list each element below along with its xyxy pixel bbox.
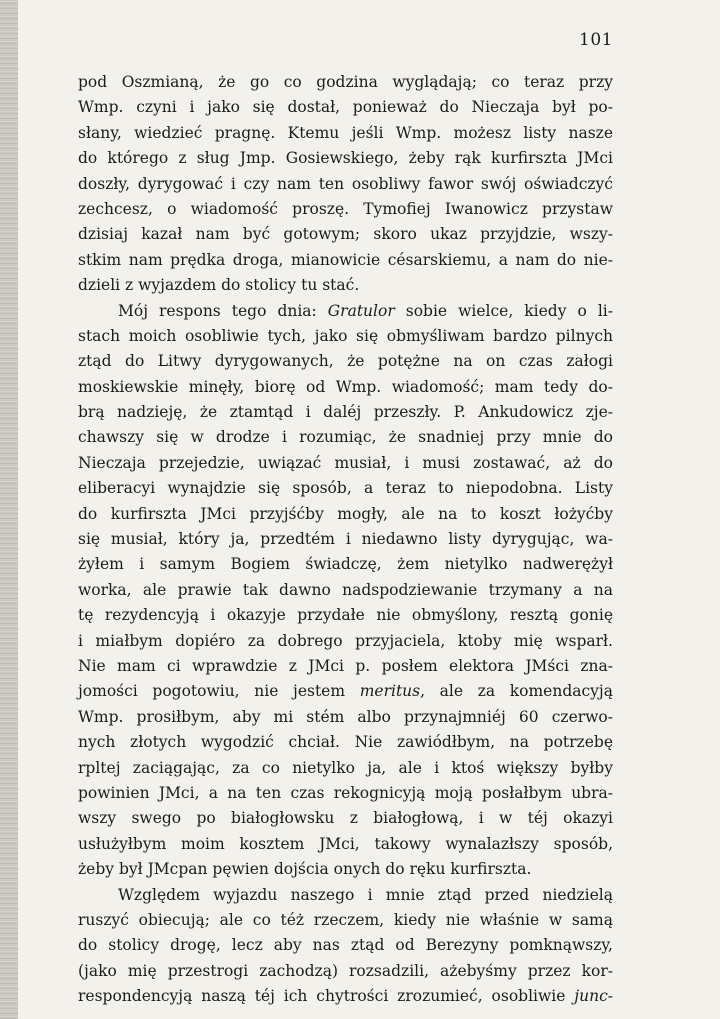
text-line: Wmp. czyni i jako się dostał, ponieważ do Nieczaja był po- <box>78 98 613 117</box>
page-number: 101 <box>579 30 613 50</box>
text-line: (jako mię przestrogi zachodzą) rozsadzili, ażebyśmy przez kor- <box>78 961 613 980</box>
text-line: chawszy się w drodze i rozumiąc, że snadniej przy mnie do <box>78 428 613 447</box>
text-line: się musiał, który ja, przedtém i niedawno listy dyrygując, wa- <box>78 530 613 549</box>
text-line: dzieli z wyjazdem do stolicy tu stać. <box>78 276 360 295</box>
text-line: usłużyłbym moim kosztem JMci, takowy wynalazłszy sposób, <box>78 834 613 853</box>
text-line: doszły, dyrygować i czy nam ten osobliwy fawor swój oświadczyć <box>78 174 613 193</box>
text-line: nych złotych wygodzić chciał. Nie zawiódłbym, na potrzebę <box>78 733 613 752</box>
text-line: powinien JMci, a na ten czas rekognicyją moją posłałbym ubra- <box>78 783 613 802</box>
text-line: respondencyją naszą téj ich chytrości zrozumieć, osobliwie junc- <box>78 987 613 1006</box>
text-line: Nieczaja przejedzie, uwiązać musiał, i musi zostawać, aż do <box>78 453 613 472</box>
text-line: rpltej zaciągając, za co nietylko ja, ale i ktoś większy byłby <box>78 758 613 777</box>
text-line: Mój respons tego dnia: Gratulor sobie wielce, kiedy o li- <box>118 301 613 320</box>
text-line: Względem wyjazdu naszego i mnie ztąd przed niedzielą <box>118 885 613 904</box>
text-line: słany, wiedzieć pragnę. Ktemu jeśli Wmp. możesz listy nasze <box>78 123 613 142</box>
text-line: stkim nam prędka droga, mianowicie césarskiemu, a nam do nie- <box>78 250 613 269</box>
page-gutter-edge <box>0 0 18 1019</box>
text-line: ruszyć obiecują; ale co téż rzeczem, kiedy nie właśnie w samą <box>78 910 613 929</box>
text-line: do którego z sług Jmp. Gosiewskiego, żeby rąk kurfirszta JMci <box>78 149 613 168</box>
text-line: żyłem i samym Bogiem świadczę, żem nietylko nadwerężył <box>78 555 613 574</box>
text-line: jomości pogotowiu, nie jestem meritus, ale za komendacyją <box>78 682 613 701</box>
paragraph <box>78 299 613 883</box>
text-line: żeby był JMcpan pęwien dojścia onych do ręku kurfirszta. <box>78 860 532 879</box>
text-line: brą nadzieję, że ztamtąd i daléj przeszły. P. Ankudowicz zje- <box>78 403 613 422</box>
text-line: do stolicy drogę, lecz aby nas ztąd od Berezyny pomknąwszy, <box>78 936 613 955</box>
text-line: ztąd do Litwy dyrygowanych, że potężne na on czas załogi <box>78 352 613 371</box>
text-line: Nie mam ci wprawdzie z JMci p. posłem elektora JMści zna- <box>78 656 613 675</box>
text-line: pod Oszmianą, że go co godzina wyglądają; co teraz przy <box>78 73 613 91</box>
text-line: eliberacyi wynajdzie się sposób, a teraz to niepodobna. Listy <box>78 479 613 498</box>
text-line: zechcesz, o wiadomość proszę. Tymofiej Iwanowicz przystaw <box>78 199 613 218</box>
paragraph <box>78 883 613 1010</box>
text-line: i miałbym dopiéro za dobrego przyjaciela, ktoby mię wsparł. <box>78 631 613 650</box>
text-line: moskiewskie minęły, biorę od Wmp. wiadomość; mam tedy do- <box>78 377 613 396</box>
paragraph <box>78 70 613 299</box>
text-line: worka, ale prawie tak dawno nadspodziewanie trzymany a na <box>78 580 613 599</box>
text-line: wszy swego po białogłowsku z białogłową, i w téj okazyi <box>78 809 613 828</box>
text-line: do kurfirszta JMci przyjśćby mogły, ale na to koszt łożyćby <box>78 504 613 523</box>
text-line: stach moich osobliwie tych, jako się obmyśliwam bardzo pilnych <box>78 326 613 345</box>
text-line: tę rezydencyją i okazyje przydałe nie obmyślony, resztą gonię <box>78 606 613 625</box>
text-line: Wmp. prosiłbym, aby mi stém albo przynajmniéj 60 czerwo- <box>78 707 613 726</box>
body-text <box>78 70 613 1009</box>
text-line: dzisiaj kazał nam być gotowym; skoro ukaz przyjdzie, wszy- <box>78 225 613 244</box>
